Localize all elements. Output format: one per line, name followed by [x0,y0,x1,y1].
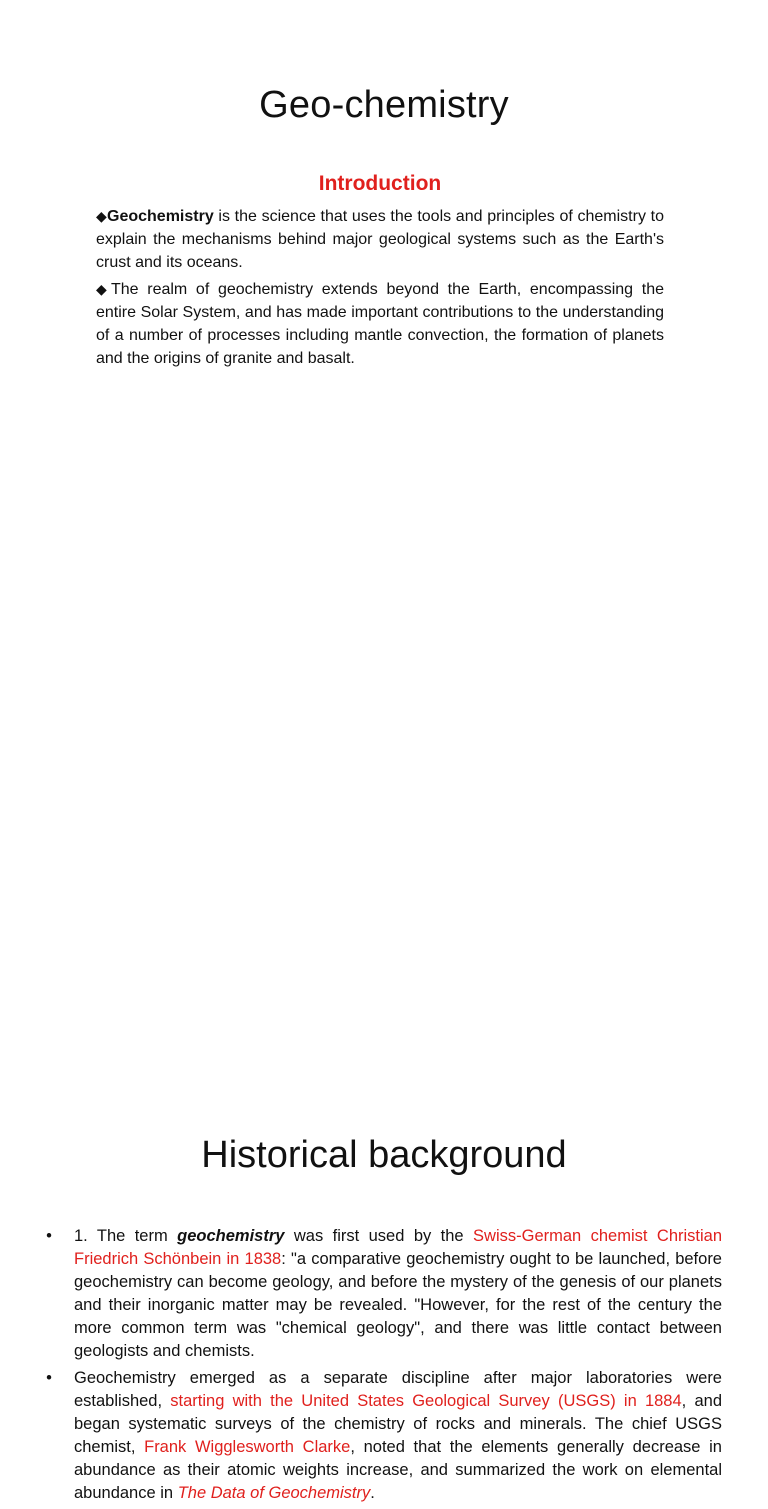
intro-body [96,205,664,374]
item-text: was first used by the [284,1227,474,1245]
highlight-text: Frank Wigglesworth Clarke [144,1438,351,1456]
item-text: . [370,1484,375,1502]
item-text: 1. The term [74,1227,178,1245]
slide-introduction [0,0,768,512]
diamond-bullet-icon: ◆ [96,208,108,224]
bullet-dot-icon: • [46,1227,52,1245]
slide-title: Geo-chemistry [259,84,509,126]
bullet-dot-icon: • [46,1369,52,1387]
history-list [42,1225,722,1509]
slide-title: Historical background [201,1134,567,1176]
section-heading-introduction: Introduction [318,172,442,195]
item-text: : "a comparative geochemistry ought to be launched, before geochemistry can become geology, and before the mystery of the genesis of our planets and their inorganic matter may be revealed. "However, for the rest of the century the more common term was "chemical geology", and there was little contact between geologists and chemists. [74,1250,722,1360]
item-text: , noted that the elements generally decrease in abundance as their atomic weights increase, and summarized the work on elemental abundance in [74,1438,722,1502]
item-text: , and began systematic surveys of the chemistry of rocks and minerals. The chief USGS chemist, [74,1392,722,1456]
highlight-text: starting with the United States Geological Survey (USGS) in 1884 [170,1392,682,1410]
list-item [42,1225,722,1363]
paragraph-text: The realm of geochemistry extends beyond the Earth, encompassing the entire Solar System, and has made important contributions to the understanding of a number of processes including mantle convection, the formation of planets and the origins of granite and basalt. [96,281,664,367]
diamond-bullet-icon: ◆ [96,281,111,297]
intro-paragraph [96,278,664,370]
intro-paragraph [96,205,664,274]
highlight-title: The Data of Geochemistry [177,1484,371,1502]
bold-term: Geochemistry [107,208,214,225]
paragraph-text: is the science that uses the tools and principles of chemistry to explain the mechanisms behind major geological systems such as the Earth's crust and its oceans. [96,208,664,271]
list-item [42,1367,722,1505]
item-text: Geochemistry emerged as a separate discipline after major laboratories were established, [74,1369,722,1410]
highlight-text: Swiss-German chemist Christian Friedrich Schönbein in 1838 [74,1227,723,1268]
slide-historical-background [0,512,768,1502]
term-emphasis: geochemistry [177,1227,285,1245]
